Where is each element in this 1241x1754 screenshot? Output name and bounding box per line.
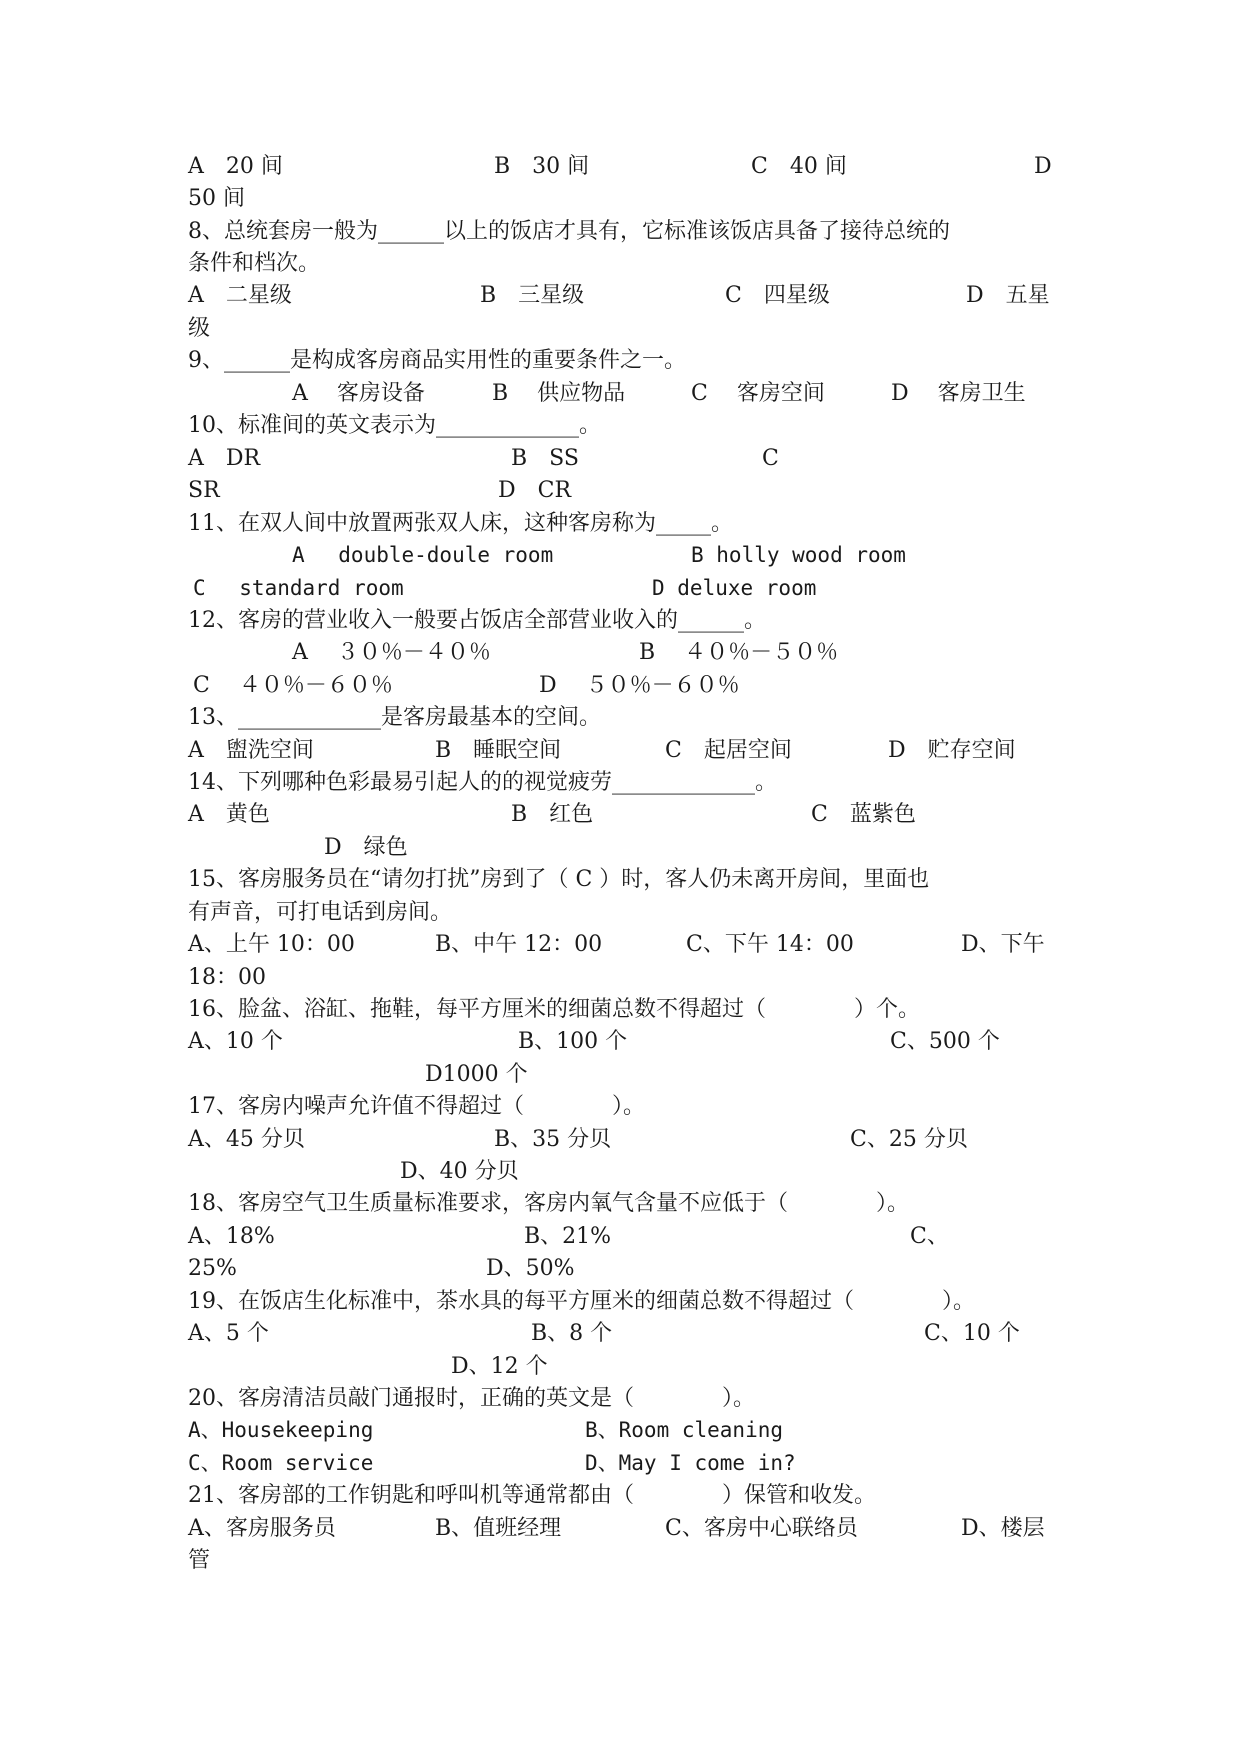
option-a: A DR [188, 446, 261, 471]
option-c: C、25 分贝 [850, 1127, 968, 1152]
line-options-q16 [188, 1025, 1058, 1058]
line-options-q17 [188, 1123, 1058, 1156]
question-16 [188, 993, 1058, 1026]
option-b: B、值班经理 [435, 1516, 562, 1541]
option-b: B holly wood room [691, 543, 906, 567]
question-15 [188, 863, 1058, 896]
question-15-continued [188, 896, 1058, 929]
question-text: 20、客房清洁员敲门通报时，正确的英文是（ ）。 [188, 1386, 755, 1411]
question-text: 8、总统套房一般为______以上的饭店才具有，它标准该饭店具备了接待总统的 [188, 219, 950, 244]
option-a: A、5 个 [188, 1321, 269, 1346]
option-a: A、上午 10：00 [188, 932, 355, 957]
option-a: A 20 间 [188, 154, 283, 179]
option-d: D 五星 [966, 283, 1050, 308]
question-13 [188, 701, 1058, 734]
question-text: 15、客房服务员在“请勿打扰”房到了（ C ）时，客人仍未离开房间，里面也 [188, 867, 930, 892]
line-options-q19-continued [188, 1350, 1058, 1383]
option-a: A、10 个 [188, 1029, 283, 1054]
line-wrap [188, 312, 1058, 345]
question-14 [188, 766, 1058, 799]
option-c: C、客房中心联络员 [665, 1516, 858, 1541]
question-text: 17、客房内噪声允许值不得超过（ ）。 [188, 1094, 645, 1119]
option-c: C、10 个 [924, 1321, 1020, 1346]
question-text: 11、在双人间中放置两张双人床，这种客房称为_____。 [188, 511, 733, 536]
question-18 [188, 1187, 1058, 1220]
option-d-continued: 18：00 [188, 965, 266, 990]
option-c-continued: 25% [188, 1256, 237, 1281]
option-a: A 客房设备 [292, 381, 425, 406]
question-text: 19、在饭店生化标准中，茶水具的每平方厘米的细菌总数不得超过（ ）。 [188, 1289, 975, 1314]
question-text: 10、标准间的英文表示为_____________。 [188, 413, 601, 438]
option-b: B、100 个 [518, 1029, 628, 1054]
line-options-q20 [188, 1414, 1058, 1447]
option-b: B SS [511, 446, 579, 471]
option-b: B ４０％－５０％ [639, 640, 839, 665]
option-d: D 客房卫生 [891, 381, 1026, 406]
question-8-continued [188, 247, 1058, 280]
line-options-q21 [188, 1512, 1058, 1545]
option-d: D ５０％－６０％ [539, 673, 740, 698]
line-wrap [188, 961, 1058, 994]
option-c: C 客房空间 [691, 381, 825, 406]
option-c: C 四星级 [725, 283, 830, 308]
option-c: C、下午 14：00 [686, 932, 854, 957]
question-text: 9、______是构成客房商品实用性的重要条件之一。 [188, 348, 686, 373]
line-options-q10-continued [188, 474, 1058, 507]
question-8 [188, 215, 1058, 248]
option-d: D、下午 [961, 932, 1045, 957]
line-options-q18 [188, 1220, 1058, 1253]
option-d: D 贮存空间 [888, 738, 1016, 763]
question-17 [188, 1090, 1058, 1123]
line-options-q14-continued [188, 831, 1058, 864]
option-a: A ３０％－４０％ [292, 640, 491, 665]
line-options-q19 [188, 1317, 1058, 1350]
option-b: B 睡眠空间 [435, 738, 562, 763]
line-options-q8 [188, 279, 1058, 312]
question-20 [188, 1382, 1058, 1415]
question-text: 14、下列哪种色彩最易引起人的的视觉疲劳_____________。 [188, 770, 777, 795]
option-d: D、楼层 [961, 1516, 1045, 1541]
option-a: A 二星级 [188, 283, 292, 308]
option-c: C ４０％－６０％ [193, 673, 393, 698]
question-text: 21、客房部的工作钥匙和呼叫机等通常都由（ ）保管和收发。 [188, 1483, 876, 1508]
line-options-q13 [188, 734, 1058, 767]
option-c-continued: SR [188, 478, 220, 503]
option-c: C、Room service [188, 1451, 374, 1475]
option-d: D、May I come in? [585, 1451, 796, 1475]
option-d: D、50% [486, 1256, 575, 1281]
option-d: D、12 个 [451, 1354, 548, 1379]
option-a: A、客房服务员 [188, 1516, 336, 1541]
option-b: B 30 间 [494, 154, 590, 179]
option-b: B、8 个 [531, 1321, 613, 1346]
line-options-q20-continued [188, 1447, 1058, 1480]
option-d: D CR [498, 478, 572, 503]
option-d-continued: 管 [188, 1548, 211, 1573]
option-a: A 盥洗空间 [188, 738, 314, 763]
line-options-q11 [188, 539, 1058, 572]
question-19 [188, 1285, 1058, 1318]
option-c: C 40 间 [751, 154, 847, 179]
question-text: 12、客房的营业收入一般要占饭店全部营业收入的______。 [188, 608, 766, 633]
line-options-q15 [188, 928, 1058, 961]
question-11 [188, 507, 1058, 540]
line-wrap [188, 1544, 1058, 1577]
option-d: D、40 分贝 [400, 1159, 519, 1184]
question-21 [188, 1479, 1058, 1512]
question-12 [188, 604, 1058, 637]
option-d-continued: 级 [188, 316, 211, 341]
question-text: 有声音，可打电话到房间。 [188, 900, 453, 925]
option-b: B、中午 12：00 [435, 932, 603, 957]
line-wrap [188, 182, 1058, 215]
question-text: 条件和档次。 [188, 251, 321, 276]
question-text: 18、客房空气卫生质量标准要求，客房内氧气含量不应低于（ ）。 [188, 1191, 909, 1216]
option-b: B 三星级 [480, 283, 585, 308]
option-d: D1000 个 [425, 1062, 528, 1087]
option-a: A、45 分贝 [188, 1127, 305, 1152]
option-b: B 红色 [511, 802, 594, 827]
option-a: A 黄色 [188, 802, 270, 827]
option-b: B、21% [524, 1224, 612, 1249]
option-d: D 绿色 [324, 835, 408, 860]
line-options-q7 [188, 150, 1058, 183]
option-d: D deluxe room [652, 576, 817, 600]
option-b: B 供应物品 [492, 381, 626, 406]
line-options-q12 [188, 636, 1058, 669]
option-c: C [762, 446, 779, 471]
line-options-q9 [188, 377, 1058, 410]
line-options-q10 [188, 442, 1058, 475]
option-a: A、18% [188, 1224, 275, 1249]
option-c: C 蓝紫色 [811, 802, 916, 827]
option-a: A double-doule room [292, 543, 554, 567]
option-b: B、35 分贝 [494, 1127, 612, 1152]
option-c: C standard room [193, 576, 404, 600]
line-options-q11-continued [188, 572, 1058, 605]
question-10 [188, 409, 1058, 442]
question-text: 16、脸盆、浴缸、拖鞋，每平方厘米的细菌总数不得超过（ ）个。 [188, 997, 920, 1022]
line-options-q16-continued [188, 1058, 1058, 1091]
line-options-q12-continued [188, 669, 1058, 702]
question-text: 13、_____________是客房最基本的空间。 [188, 705, 601, 730]
line-options-q17-continued [188, 1155, 1058, 1188]
line-options-q14 [188, 798, 1058, 831]
option-b: B、Room cleaning [585, 1418, 784, 1442]
option-d-continued: 50 间 [188, 186, 245, 211]
option-a: A、Housekeeping [188, 1418, 374, 1442]
option-c: C 起居空间 [665, 738, 792, 763]
option-c: C、500 个 [890, 1029, 1000, 1054]
option-c: C、 [910, 1224, 949, 1249]
question-9 [188, 344, 1058, 377]
line-options-q18-continued [188, 1252, 1058, 1285]
option-d: D [1034, 154, 1052, 179]
